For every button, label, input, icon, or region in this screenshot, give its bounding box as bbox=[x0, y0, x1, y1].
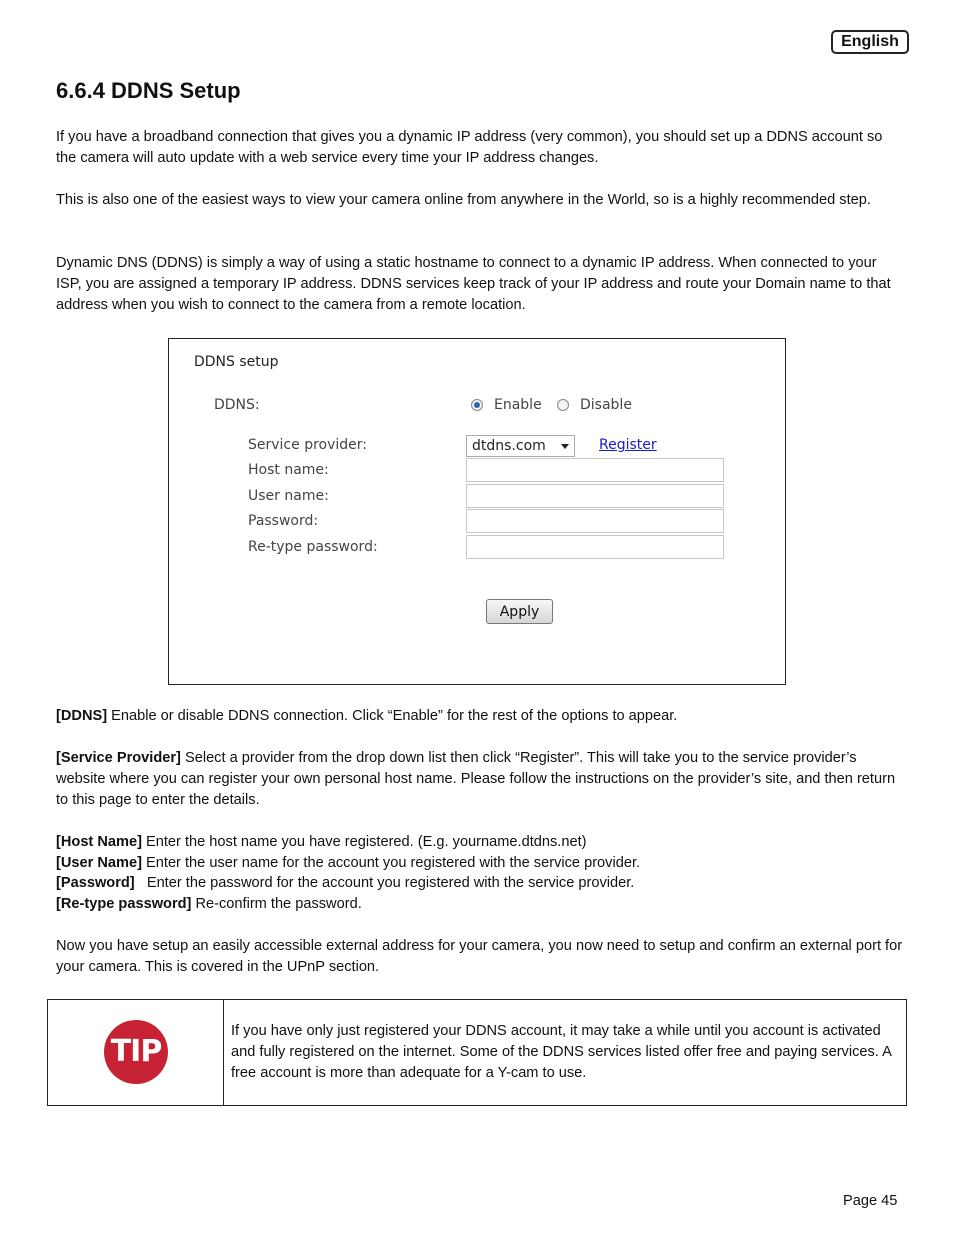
section-heading: 6.6.4 DDNS Setup bbox=[56, 78, 241, 103]
dropdown-arrow-icon bbox=[561, 444, 569, 449]
panel-title: DDNS setup bbox=[194, 354, 279, 370]
definition-host-name: [Host Name] Enter the host name you have registered. (E.g. yourname.dtdns.net) bbox=[56, 834, 587, 850]
intro-paragraph-2: This is also one of the easiest ways to view your camera online from anywhere in the World, so is a highly recommended step. bbox=[56, 192, 871, 208]
definition-retype-password: [Re-type password] Re-confirm the password. bbox=[56, 896, 362, 912]
service-provider-value: dtdns.com bbox=[472, 438, 546, 454]
password-input[interactable] bbox=[466, 509, 724, 533]
disable-label: Disable bbox=[580, 397, 632, 413]
service-provider-select[interactable] bbox=[466, 435, 575, 457]
definition-service-provider: [Service Provider] Select a provider from the drop down list then click “Register”. This will take you to the service provider’s website where you can register your own personal host name. Please follow the instructions on the provider’s site, and then return to this page to enter the details. bbox=[56, 750, 896, 808]
host-name-input[interactable] bbox=[466, 458, 724, 482]
apply-button[interactable]: Apply bbox=[486, 599, 553, 624]
service-provider-label: Service provider: bbox=[248, 437, 367, 453]
disable-radio[interactable] bbox=[557, 399, 569, 411]
definition-ddns: [DDNS] Enable or disable DDNS connection. Click “Enable” for the rest of the options to appear. bbox=[56, 708, 678, 724]
intro-paragraph-3: Dynamic DNS (DDNS) is simply a way of using a static hostname to connect to a dynamic IP address. When connected to your ISP, you are assigned a temporary IP address. DDNS services keep track of your IP address and route your Domain name to that address when you wish to connect to the camera from a remote location. bbox=[56, 255, 891, 313]
tip-box bbox=[47, 999, 907, 1106]
user-name-input[interactable] bbox=[466, 484, 724, 508]
definition-password: [Password] Enter the password for the account you registered with the service provider. bbox=[56, 875, 635, 891]
closing-paragraph: Now you have setup an easily accessible external address for your camera, you now need to setup and confirm an external port for your camera. This is covered in the UPnP section. bbox=[56, 938, 903, 975]
host-name-label: Host name: bbox=[248, 462, 329, 478]
register-link[interactable]: Register bbox=[599, 437, 657, 453]
language-badge: English bbox=[831, 30, 909, 54]
tip-icon: TIP bbox=[104, 1020, 168, 1084]
page-number: Page 45 bbox=[843, 1193, 898, 1209]
ddns-setup-panel bbox=[168, 338, 786, 685]
user-name-label: User name: bbox=[248, 488, 329, 504]
ddns-label: DDNS: bbox=[214, 397, 260, 413]
tip-icon-cell bbox=[48, 1000, 224, 1105]
enable-radio[interactable] bbox=[471, 399, 483, 411]
enable-label: Enable bbox=[494, 397, 542, 413]
intro-paragraph-1: If you have a broadband connection that gives you a dynamic IP address (very common), you should set up a DDNS account so the camera will auto update with a web service every time your IP address changes. bbox=[56, 129, 883, 166]
retype-password-input[interactable] bbox=[466, 535, 724, 559]
tip-text: If you have only just registered your DDNS account, it may take a while until you account is activated and fully registered on the internet. Some of the DDNS services listed offer free and paying services. A free account is more than adequate for a Y-cam to use. bbox=[231, 1023, 892, 1081]
password-label: Password: bbox=[248, 513, 319, 529]
retype-password-label: Re-type password: bbox=[248, 539, 378, 555]
definition-user-name: [User Name] Enter the user name for the account you registered with the service provider. bbox=[56, 855, 641, 871]
